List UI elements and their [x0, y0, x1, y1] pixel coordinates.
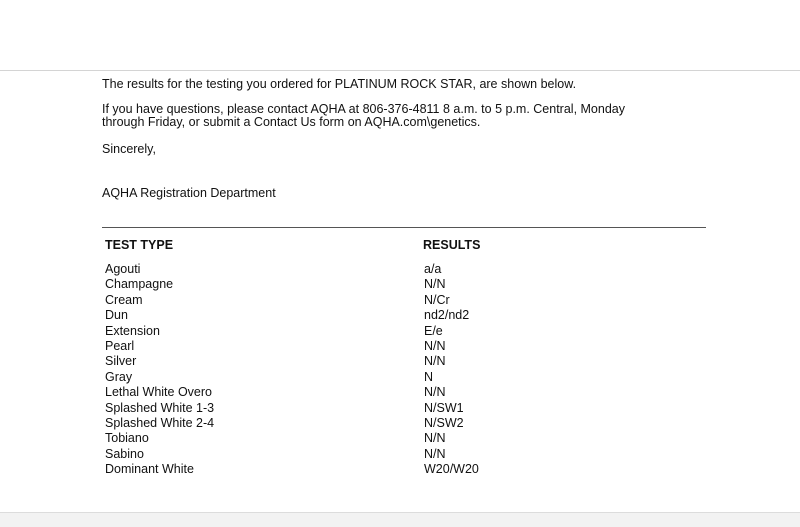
table-row — [105, 324, 525, 339]
results-rows — [105, 262, 525, 477]
test-type-header: TEST TYPE — [105, 238, 174, 252]
closing-text: Sincerely, — [102, 142, 156, 156]
test-type-cell: Agouti — [105, 262, 141, 276]
contact-paragraph-line-1: If you have questions, please contact AQHA at 806-376-4811 8 a.m. to 5 p.m. Central, Monday — [102, 102, 625, 116]
test-type-cell: Dun — [105, 308, 128, 323]
table-row — [105, 401, 525, 416]
table-row — [105, 370, 525, 385]
table-row — [105, 262, 525, 277]
table-row — [105, 293, 525, 308]
result-cell: a/a — [424, 262, 442, 276]
test-type-cell: Lethal White Overo — [105, 385, 212, 400]
table-row — [105, 308, 525, 323]
result-cell: N/N — [424, 446, 446, 461]
test-type-cell: Cream — [105, 292, 143, 307]
signature-text: AQHA Registration Department — [102, 186, 276, 200]
table-row — [105, 431, 525, 446]
result-cell: N/Cr — [424, 292, 450, 307]
page-top-edge — [0, 70, 800, 71]
test-type-cell: Dominant White — [105, 462, 194, 477]
table-row — [105, 277, 525, 292]
table-row — [105, 354, 525, 369]
results-header: RESULTS — [423, 238, 481, 252]
table-row — [105, 416, 525, 431]
test-type-cell: Silver — [105, 354, 137, 369]
test-type-cell: Gray — [105, 369, 133, 384]
test-type-cell: Tobiano — [105, 431, 149, 446]
result-cell: N/N — [424, 277, 446, 292]
test-type-cell: Splashed White 1-3 — [105, 400, 215, 415]
result-cell: N/SW1 — [424, 400, 464, 415]
result-cell: W20/W20 — [424, 462, 479, 477]
page-bottom-edge — [0, 512, 800, 527]
result-cell: N — [424, 369, 434, 384]
result-cell: nd2/nd2 — [424, 308, 470, 323]
result-cell: N/N — [424, 385, 446, 400]
test-type-cell: Pearl — [105, 338, 135, 353]
section-divider — [102, 227, 706, 228]
result-cell: E/e — [424, 323, 443, 338]
table-row — [105, 462, 525, 477]
table-row — [105, 447, 525, 462]
result-cell: N/N — [424, 354, 446, 369]
test-type-cell: Splashed White 2-4 — [105, 415, 215, 430]
test-type-cell: Champagne — [105, 277, 174, 292]
intro-paragraph: The results for the testing you ordered for PLATINUM ROCK STAR, are shown below. — [102, 77, 577, 91]
result-cell: N/N — [424, 338, 446, 353]
table-row — [105, 339, 525, 354]
result-cell: N/SW2 — [424, 415, 464, 430]
table-row — [105, 385, 525, 400]
test-type-cell: Extension — [105, 323, 160, 338]
result-cell: N/N — [424, 431, 446, 446]
test-type-cell: Sabino — [105, 446, 144, 461]
contact-paragraph-line-2: through Friday, or submit a Contact Us form on AQHA.com\genetics. — [102, 115, 481, 129]
